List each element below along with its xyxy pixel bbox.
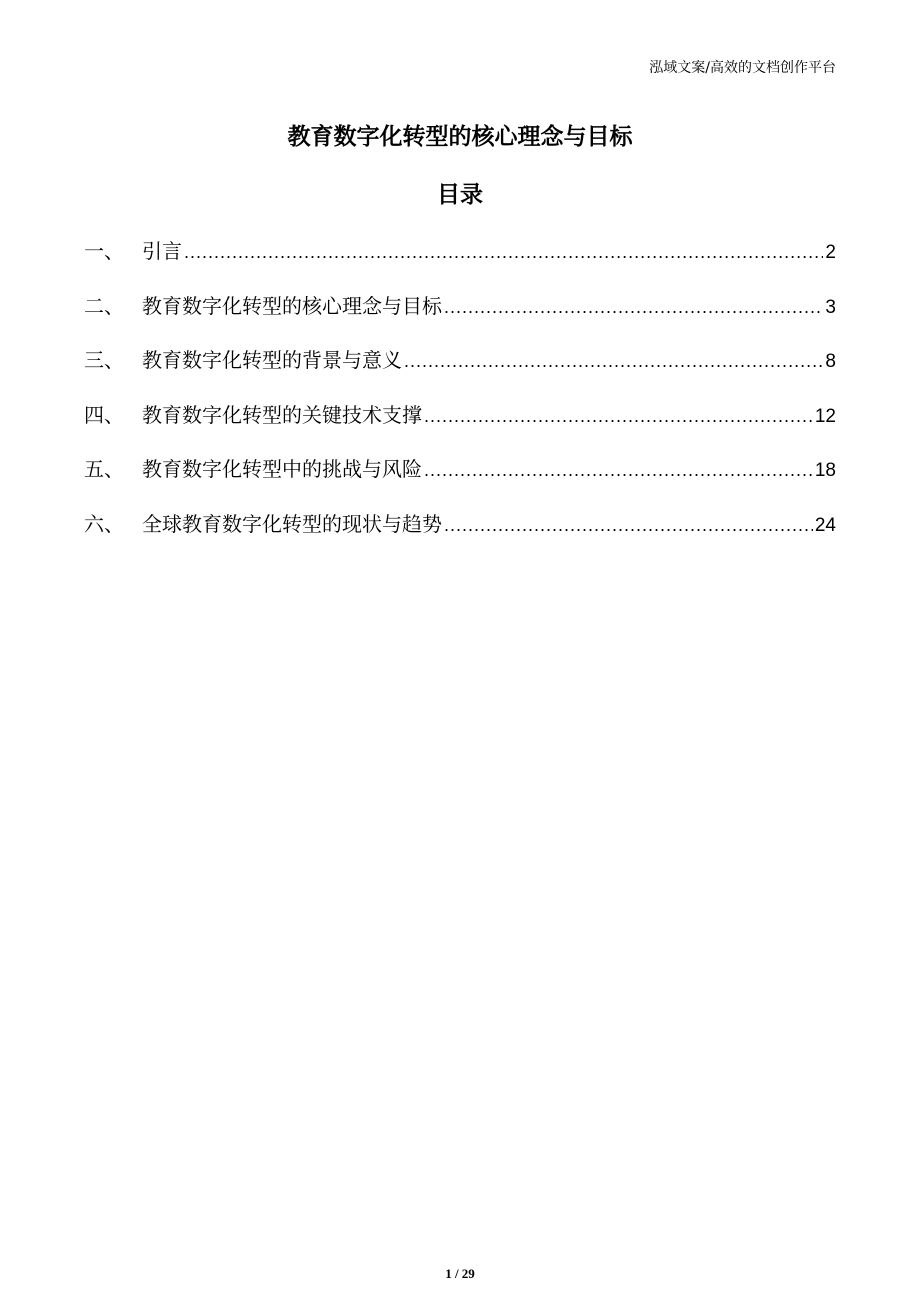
page-header: 泓域文案/高效的文档创作平台	[649, 60, 836, 76]
toc-entry[interactable]	[84, 506, 836, 542]
toc-entry[interactable]	[84, 288, 836, 324]
toc-dot-leader	[424, 398, 813, 434]
table-of-contents	[84, 233, 836, 561]
toc-dot-leader	[404, 343, 823, 379]
toc-dot-leader	[424, 452, 813, 488]
toc-entry-number: 一、	[84, 239, 124, 263]
toc-entry[interactable]	[84, 342, 836, 378]
toc-heading: 目录	[437, 182, 483, 208]
toc-entry[interactable]	[84, 451, 836, 487]
toc-entry-page: 8	[825, 351, 836, 373]
toc-entry-page: 2	[825, 242, 836, 263]
toc-entry-page: 24	[814, 514, 836, 536]
toc-entry-title: 全球教育数字化转型的现状与趋势	[142, 511, 442, 536]
toc-entry-page: 3	[825, 296, 836, 318]
document-title: 教育数字化转型的核心理念与目标	[287, 124, 633, 150]
toc-entry[interactable]	[84, 233, 836, 269]
page-number-footer: 1 / 29	[445, 1266, 475, 1281]
toc-dot-leader	[444, 289, 823, 325]
toc-entry-page: 18	[814, 460, 836, 482]
toc-entry-number: 六、	[84, 511, 124, 536]
toc-dot-leader	[444, 507, 813, 543]
toc-entry-number: 二、	[84, 293, 124, 318]
toc-entry-title: 教育数字化转型中的挑战与风险	[142, 457, 422, 482]
toc-entry-title: 引言	[142, 239, 182, 263]
toc-entry-number: 四、	[84, 402, 124, 427]
toc-entry-title: 教育数字化转型的核心理念与目标	[142, 293, 442, 318]
toc-dot-leader	[184, 234, 823, 270]
toc-entry[interactable]	[84, 397, 836, 433]
toc-entry-title: 教育数字化转型的背景与意义	[142, 348, 402, 373]
toc-entry-title: 教育数字化转型的关键技术支撑	[142, 402, 422, 427]
toc-entry-number: 五、	[84, 457, 124, 482]
toc-entry-number: 三、	[84, 348, 124, 373]
toc-entry-page: 12	[814, 405, 836, 427]
